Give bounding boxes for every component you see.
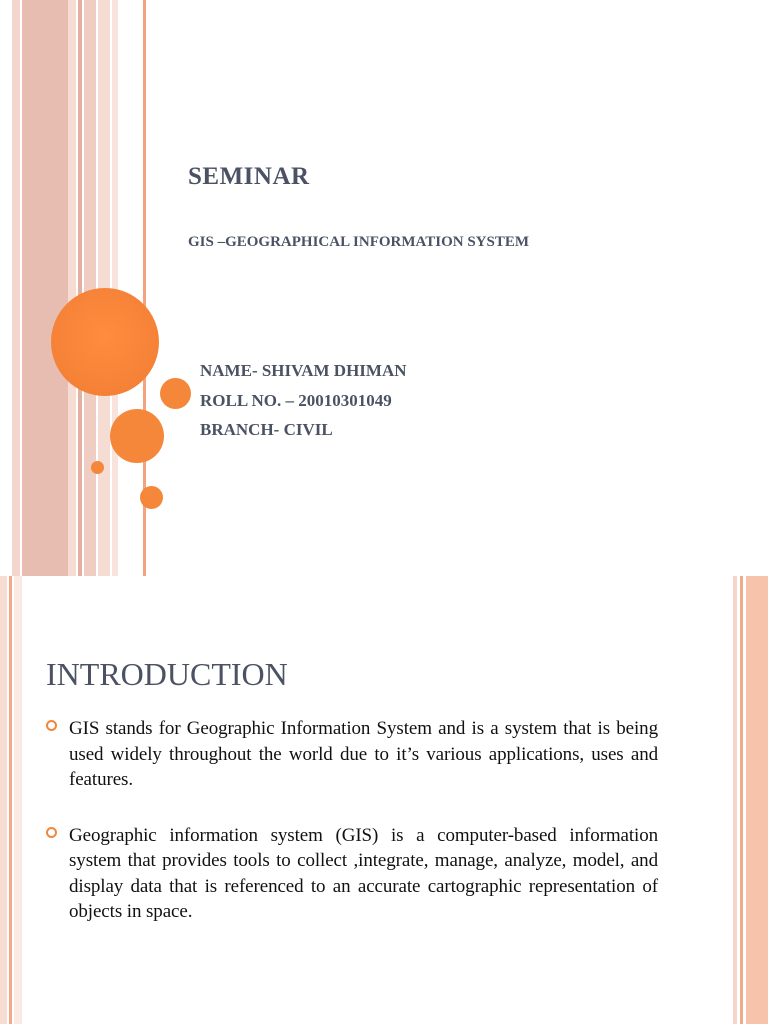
presenter-name: NAME- SHIVAM DHIMAN — [200, 361, 407, 380]
bullet-circle-icon — [46, 827, 57, 838]
decorative-circle-small — [160, 378, 191, 409]
presenter-info — [200, 360, 407, 449]
slide-subtitle: GIS –GEOGRAPHICAL INFORMATION SYSTEM — [188, 234, 530, 250]
branch: BRANCH- CIVIL — [200, 420, 333, 439]
introduction-slide — [0, 576, 768, 1024]
slide-title: INTRODUCTION — [46, 656, 288, 692]
decorative-stripes-left — [0, 576, 24, 1024]
slide-title: SEMINAR — [188, 163, 310, 190]
list-item — [46, 823, 658, 925]
bullet-text: GIS stands for Geographic Information System and is a system that is being used widely throughout the world due to it’s various applications, uses and features. — [69, 718, 658, 790]
bullet-circle-icon — [46, 720, 57, 731]
decorative-stripes-right — [728, 576, 768, 1024]
bullet-list — [46, 716, 658, 925]
decorative-circle-tiny — [91, 461, 104, 474]
decorative-circle-large — [51, 288, 159, 396]
list-item — [46, 716, 658, 793]
decorative-circle-medium — [110, 409, 164, 463]
decorative-stripes-left — [0, 0, 150, 576]
bullet-text: Geographic information system (GIS) is a computer-based information system that provides tools to collect ,integrate, manage, analyze, model, and display data that is referenced to an accurate cartographic representation of objects in space. — [69, 824, 658, 922]
roll-number: ROLL NO. – 20010301049 — [200, 390, 392, 410]
decorative-circle-small-bottom — [140, 486, 163, 509]
